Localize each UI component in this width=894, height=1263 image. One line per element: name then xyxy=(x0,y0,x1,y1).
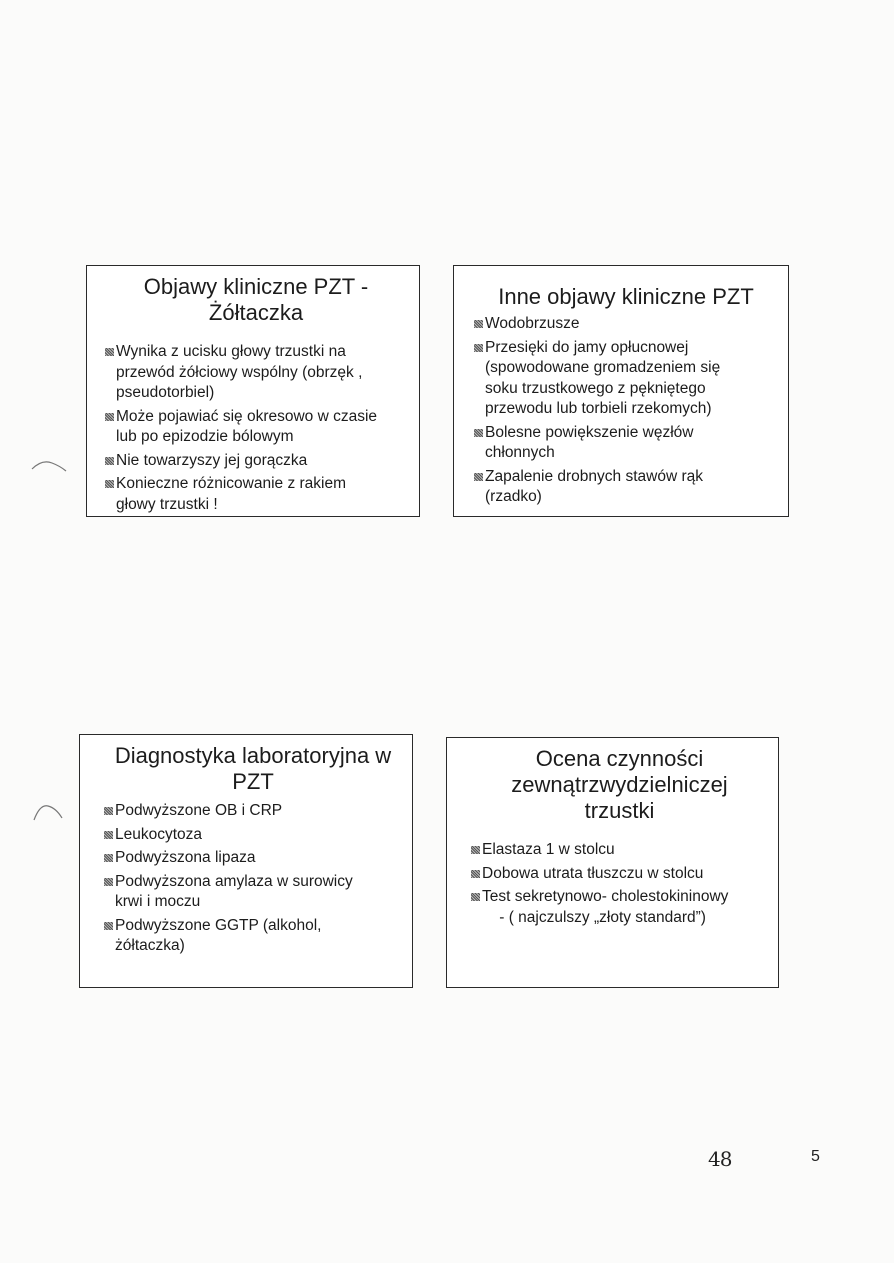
bullet-square-icon xyxy=(105,457,114,465)
slide-title xyxy=(104,743,402,795)
bullet-square-icon xyxy=(474,344,483,352)
bullet-line: Test sekretynowo- cholestokininowy xyxy=(482,888,729,905)
list-item xyxy=(105,451,407,472)
list-item xyxy=(474,467,778,508)
bullet-line: Zapalenie drobnych stawów rąk xyxy=(485,467,703,485)
title-line: PZT xyxy=(232,769,274,794)
list-item xyxy=(471,840,768,861)
bullet-square-icon xyxy=(474,473,483,481)
title-line: zewnątrzwydzielniczej xyxy=(511,772,728,797)
bullet-list xyxy=(105,342,407,515)
handwritten-number: 48 xyxy=(708,1147,732,1171)
page-number: 5 xyxy=(811,1148,820,1165)
bullet-line: Podwyższone OB i CRP xyxy=(115,802,283,819)
bullet-square-icon xyxy=(105,480,114,488)
scan-mark-icon xyxy=(30,455,70,475)
bullet-line: Konieczne różnicowanie z rakiem xyxy=(116,475,347,492)
bullet-line: żółtaczka) xyxy=(115,937,185,954)
bullet-list xyxy=(104,801,402,957)
list-item xyxy=(471,864,768,885)
bullet-square-icon xyxy=(471,846,480,854)
title-line: Inne objawy kliniczne PZT xyxy=(498,284,754,309)
scan-mark-icon xyxy=(30,800,70,824)
bullet-list xyxy=(471,840,768,928)
list-item xyxy=(104,825,402,846)
bullet-line: (rzadko) xyxy=(485,488,542,505)
title-line: Żółtaczka xyxy=(208,300,304,325)
list-item xyxy=(471,887,768,928)
bullet-line: Dobowa utrata tłuszczu w stolcu xyxy=(482,864,704,882)
bullet-line: Przesięki do jamy opłucnowej xyxy=(485,338,689,356)
bullet-line: - ( najczulszy „złoty standard”) xyxy=(482,908,706,926)
bullet-line: lub po epizodzie bólowym xyxy=(116,428,294,445)
bullet-square-icon xyxy=(105,413,114,421)
bullet-square-icon xyxy=(104,922,113,930)
bullet-line: głowy trzustki ! xyxy=(116,495,218,513)
slide-title xyxy=(471,746,768,824)
list-item xyxy=(104,916,402,957)
list-item xyxy=(474,338,778,420)
bullet-square-icon xyxy=(105,348,114,356)
list-item xyxy=(105,342,407,404)
bullet-line: krwi i moczu xyxy=(115,893,201,910)
bullet-square-icon xyxy=(104,807,113,815)
bullet-line: Może pojawiać się okresowo w czasie xyxy=(116,407,378,425)
title-line: Diagnostyka laboratoryjna w xyxy=(114,743,392,768)
slide-title xyxy=(474,284,778,310)
slide-jaundice xyxy=(86,265,420,517)
bullet-line: Leukocytoza xyxy=(115,825,203,843)
list-item xyxy=(105,474,407,515)
slide-title xyxy=(105,274,407,326)
list-item xyxy=(104,801,402,822)
bullet-square-icon xyxy=(474,320,483,328)
title-line: Ocena czynności xyxy=(535,746,704,771)
bullet-square-icon xyxy=(474,429,483,437)
bullet-line: przewodu lub torbieli rzekomych) xyxy=(485,400,712,417)
list-item xyxy=(104,848,402,869)
bullet-line: chłonnych xyxy=(485,444,555,461)
list-item xyxy=(104,872,402,913)
bullet-square-icon xyxy=(104,854,113,862)
slide-exocrine-function xyxy=(446,737,779,988)
bullet-line: Podwyższona amylaza w surowicy xyxy=(115,872,353,890)
title-line: trzustki xyxy=(584,798,655,823)
bullet-line: Podwyższona lipaza xyxy=(115,849,256,866)
bullet-line: Nie towarzyszy jej gorączka xyxy=(116,451,308,469)
bullet-line: Wynika z ucisku głowy trzustki na xyxy=(116,343,346,360)
bullet-square-icon xyxy=(104,878,113,886)
bullet-line: przewód żółciowy wspólny (obrzęk , xyxy=(116,363,363,381)
bullet-line: Bolesne powiększenie węzłów xyxy=(485,423,694,441)
slide-lab-diagnostics xyxy=(79,734,413,988)
bullet-line: Podwyższone GGTP (alkohol, xyxy=(115,916,322,934)
bullet-square-icon xyxy=(104,831,113,839)
bullet-line: pseudotorbiel) xyxy=(116,384,215,401)
bullet-list xyxy=(474,314,778,508)
title-line: Objawy kliniczne PZT - xyxy=(143,274,369,299)
slide-other-symptoms xyxy=(453,265,789,517)
bullet-line: soku trzustkowego z pękniętego xyxy=(485,379,706,397)
bullet-square-icon xyxy=(471,893,480,901)
bullet-line: Elastaza 1 w stolcu xyxy=(482,841,615,858)
list-item xyxy=(105,407,407,448)
bullet-square-icon xyxy=(471,870,480,878)
list-item xyxy=(474,423,778,464)
bullet-line: (spowodowane gromadzeniem się xyxy=(485,359,721,376)
list-item xyxy=(474,314,778,335)
bullet-line: Wodobrzusze xyxy=(485,315,580,332)
